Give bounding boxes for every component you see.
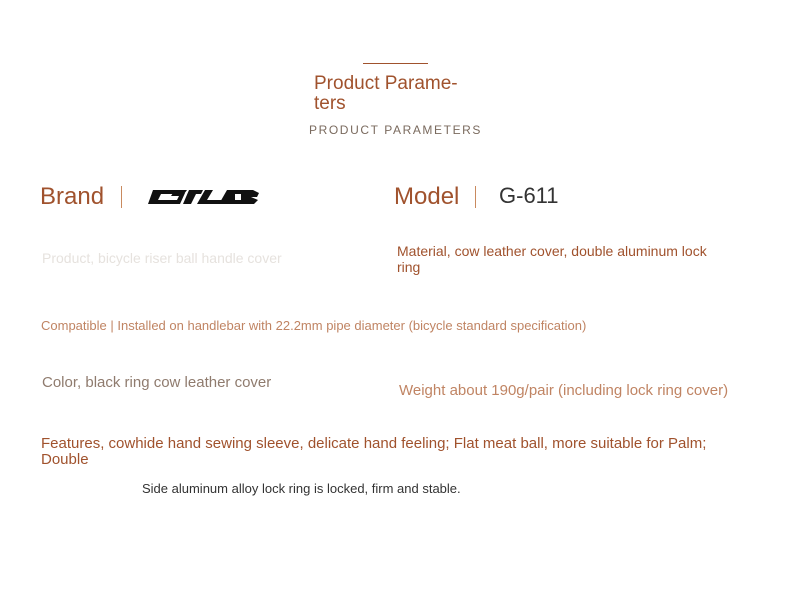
model-label: Model xyxy=(394,183,460,210)
gub-logo-mark xyxy=(147,189,261,205)
brand-logo xyxy=(147,189,261,210)
brand-separator xyxy=(121,186,122,208)
page-title: Product Parame- ters xyxy=(314,73,458,114)
brand-label: Brand xyxy=(40,183,105,210)
page-subtitle: PRODUCT PARAMETERS xyxy=(309,123,483,137)
spec-features-continued: Side aluminum alloy lock ring is locked, firm and stable. xyxy=(142,481,461,496)
spec-color: Color, black ring cow leather cover xyxy=(42,374,272,391)
spec-product: Product, bicycle riser ball handle cover xyxy=(42,250,282,266)
model-value: G-611 xyxy=(499,183,559,208)
spec-weight: Weight about 190g/pair (including lock ring cover) xyxy=(399,382,729,399)
title-divider xyxy=(363,63,428,64)
spec-compatible: Compatible | Installed on handlebar with 22.2mm pipe diameter (bicycle standard specification) xyxy=(41,318,587,333)
model-separator xyxy=(475,186,476,208)
spec-features: Features, cowhide hand sewing sleeve, delicate hand feeling; Flat meat ball, more suitable for Palm; Double xyxy=(41,435,707,468)
spec-material: Material, cow leather cover, double aluminum lock ring xyxy=(397,243,707,275)
